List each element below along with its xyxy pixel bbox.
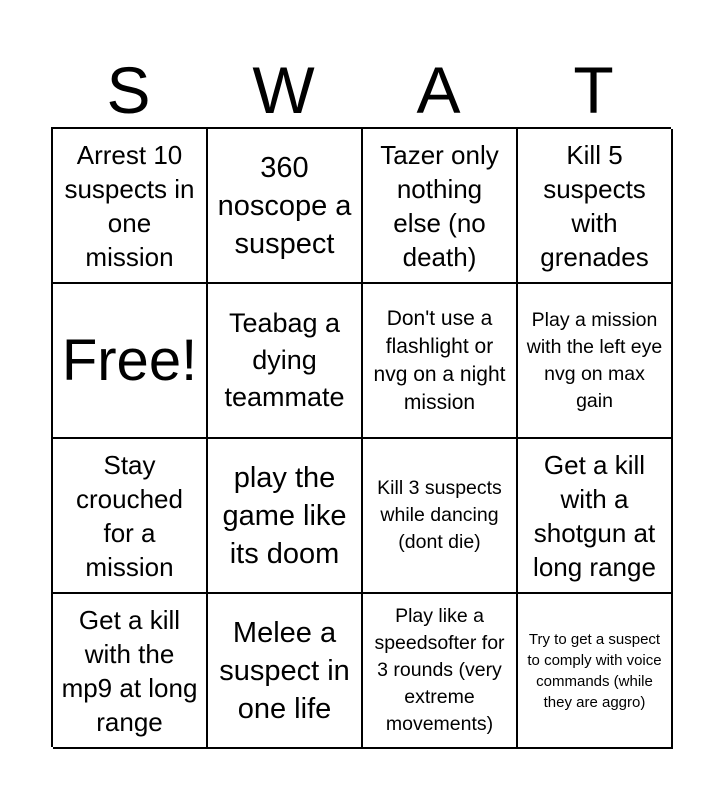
cell-text: Kill 3 suspects while dancing (dont die) [377, 477, 502, 553]
cell-text: Get a kill with a shotgun at long range [533, 449, 656, 582]
bingo-cell-r3c3[interactable] [363, 439, 518, 594]
cell-text: Play like a speedsofter for 3 rounds (very extreme movements) [374, 605, 505, 735]
bingo-board [51, 127, 671, 747]
cell-text: Try to get a suspect to comply with voice commands (while they are aggro) [527, 630, 662, 711]
cell-text: Free! [61, 327, 198, 393]
header-letter-w: W [252, 53, 315, 127]
bingo-cell-r2c2[interactable] [208, 284, 363, 439]
bingo-cell-r3c4[interactable] [518, 439, 673, 594]
bingo-cell-r2c3[interactable] [363, 284, 518, 439]
cell-text: Play a mission with the left eye nvg on max gain [526, 308, 663, 412]
cell-text: Tazer only nothing else (no death) [380, 139, 499, 272]
cell-text: Get a kill with the mp9 at long range [61, 604, 198, 737]
header-letter-s: S [106, 53, 151, 127]
bingo-cell-r4c2[interactable] [208, 594, 363, 749]
bingo-cell-r3c1[interactable] [53, 439, 208, 594]
cell-text: Kill 5 suspects with grenades [540, 139, 649, 272]
cell-text: Melee a suspect in one life [219, 616, 350, 725]
bingo-cell-r1c2[interactable] [208, 129, 363, 284]
cell-text: Stay crouched for a mission [76, 449, 183, 582]
bingo-cell-r3c2[interactable] [208, 439, 363, 594]
header-letter-a: A [416, 53, 461, 127]
bingo-cell-r1c1[interactable] [53, 129, 208, 284]
bingo-cell-r2c4[interactable] [518, 284, 673, 439]
cell-text: Arrest 10 suspects in one mission [64, 139, 195, 272]
bingo-cell-free[interactable] [53, 284, 208, 439]
bingo-cell-r1c4[interactable] [518, 129, 673, 284]
bingo-cell-r4c1[interactable] [53, 594, 208, 749]
bingo-cell-r4c4[interactable] [518, 594, 673, 749]
bingo-cell-r4c3[interactable] [363, 594, 518, 749]
header-letter-t: T [573, 53, 614, 127]
cell-text: 360 noscope a suspect [217, 151, 352, 260]
cell-text: Don't use a flashlight or nvg on a night mission [373, 306, 506, 414]
cell-text: play the game like its doom [222, 461, 347, 570]
bingo-cell-r1c3[interactable] [363, 129, 518, 284]
bingo-header [51, 52, 671, 128]
cell-text: Teabag a dying teammate [224, 308, 345, 412]
